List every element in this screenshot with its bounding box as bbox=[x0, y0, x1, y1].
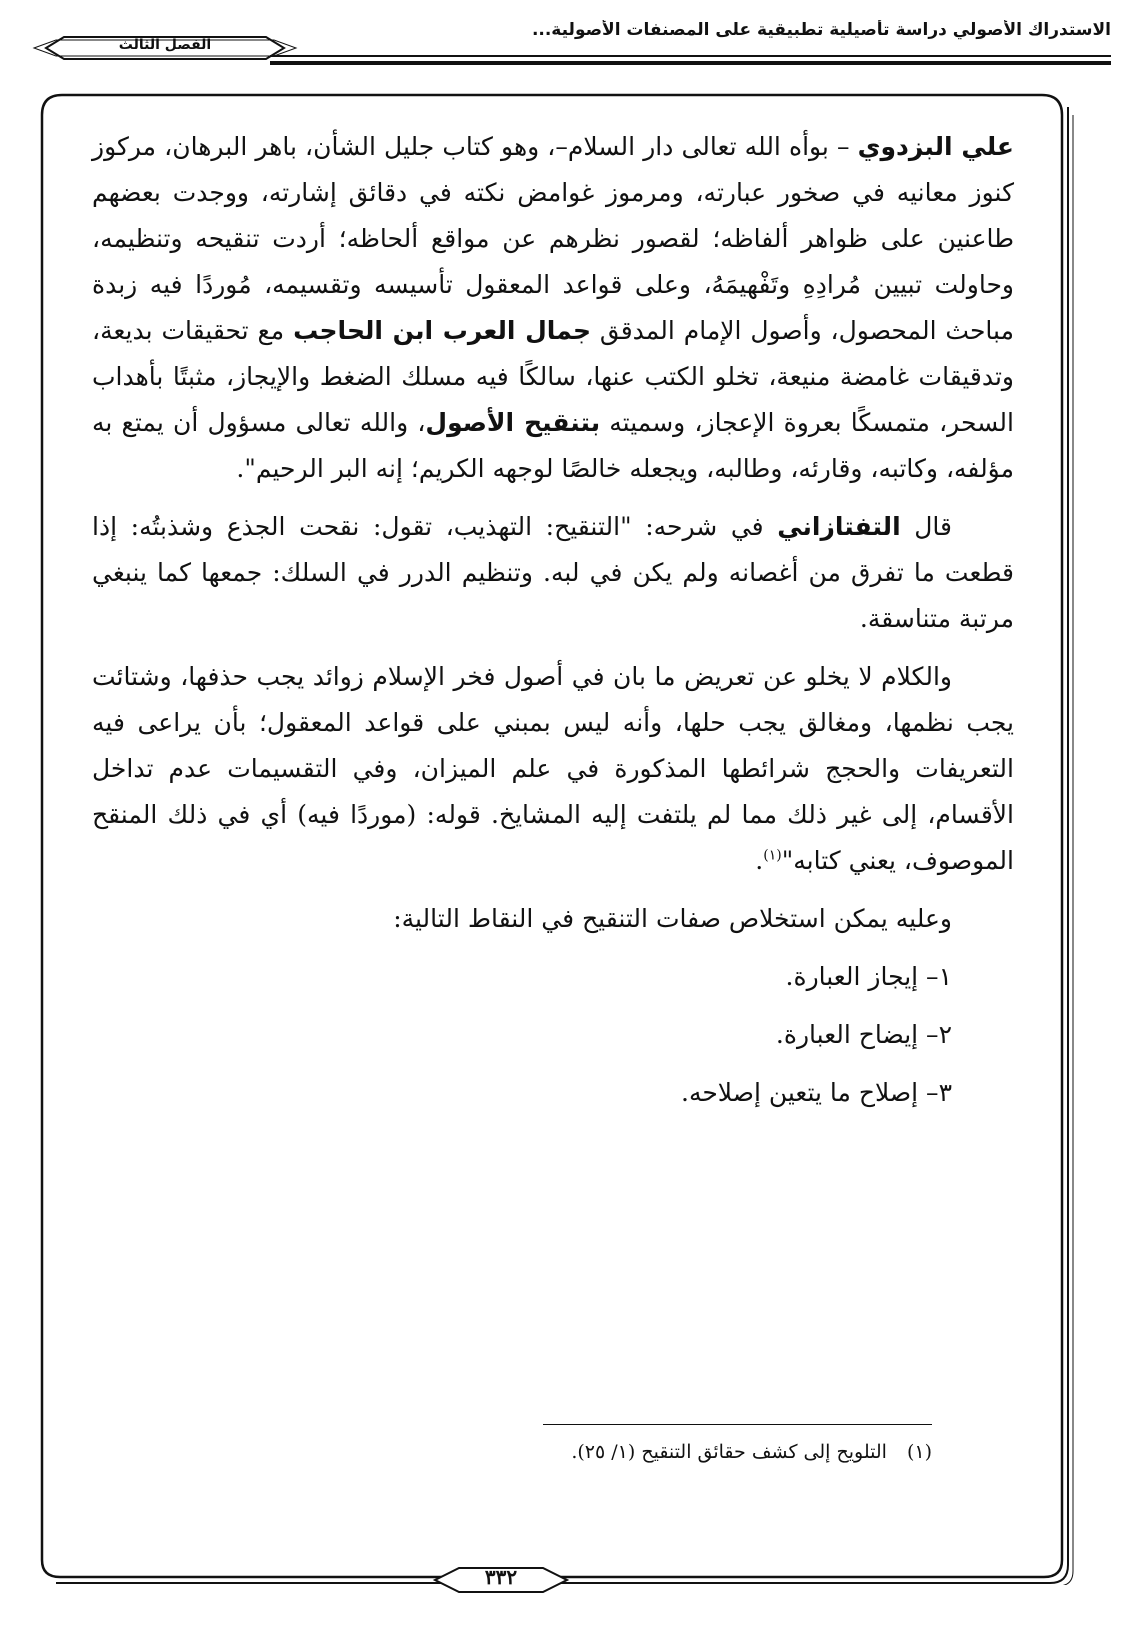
paragraph bbox=[92, 124, 1014, 492]
paragraph bbox=[92, 654, 1014, 884]
bold-name: التفتازاني bbox=[777, 512, 901, 541]
footnote-separator bbox=[543, 1424, 932, 1425]
list-item: ٣– إصلاح ما يتعين إصلاحه. bbox=[681, 1078, 952, 1107]
footnote-reference[interactable]: (١) bbox=[763, 847, 782, 864]
footnote-number: (١) bbox=[906, 1441, 932, 1463]
paragraph bbox=[92, 504, 1014, 642]
page-number-badge bbox=[431, 1563, 571, 1597]
paragraph: وعليه يمكن استخلاص صفات التنقيح في النقاط التالية: bbox=[393, 904, 952, 933]
running-header-title: الاستدراك الأصولي دراسة تأصيلية تطبيقية على المصنفات الأصولية... bbox=[531, 20, 1111, 40]
page-number: ٣٣٢ bbox=[484, 1565, 518, 1589]
paragraph-text: ، والله تعالى مسؤول أن يمتع به مؤلفه، وكاتبه، وقارئه، وطالبه، ويجعله خالصًا لوجهه الكريم؛ إنه البر الرحيم". bbox=[92, 408, 1014, 483]
bold-name: علي البزدوي bbox=[857, 132, 1014, 161]
paragraph-text: مع تحقيقات بديعة، وتدقيقات غامضة منيعة، تخلو الكتب عنها، سالكًا فيه مسلك الضغط والإيجاز، مثبتًا بأهداب السحر، متمسكًا بعروة الإعجاز، وسميته bbox=[92, 316, 1014, 437]
chapter-tab bbox=[30, 34, 300, 62]
main-text bbox=[92, 124, 1014, 1116]
chapter-label: الفصل الثالث bbox=[118, 37, 212, 53]
list-item: ١– إيجاز العبارة. bbox=[785, 962, 952, 991]
footnote-text: التلويح إلى كشف حقائق التنقيح (١/ ٢٥). bbox=[571, 1441, 887, 1463]
header-rule-thin bbox=[270, 55, 1111, 57]
bold-name: جمال العرب ابن الحاجب bbox=[293, 316, 591, 345]
paragraph-text: . bbox=[755, 846, 764, 875]
paragraph-text: والكلام لا يخلو عن تعريض ما بان في أصول فخر الإسلام زوائد يجب حذفها، وشتائت يجب نظمها، ومغالق يجب حلها، وأنه ليس بمبني على قواعد المعقول؛ بأن يراعى فيه التعريفات والحجج شرائطها المذكورة في علم الميزان، وفي التقسيمات عدم تداخل الأقسام، إلى غير ذلك مما لم يلتفت إليه المشايخ. قوله: (موردًا فيه) أي في ذلك المنقح الموصوف، يعني كتابه" bbox=[92, 662, 1015, 875]
header-rule-thick bbox=[270, 61, 1111, 65]
paragraph-text: – بوأه الله تعالى دار السلام–، وهو كتاب جليل الشأن، باهر البرهان، مركوز كنوز معانيه في صخور عبارته، ومرموز غوامض نكته في دقائق إشارته، ووجدت بعضهم طاعنين على ظواهر ألفاظه؛ لقصور نظرهم عن مواقع ألحاظه؛ أردت تنقيحه وتنظيمه، وحاولت تبيين مُرادِهِ وتَفْهيمَهُ، وعلى قواعد المعقول تأسيسه وتقسيمه، مُوردًا فيه زبدة مباحث المحصول، وأصول الإمام المدقق bbox=[92, 132, 1014, 345]
footnote bbox=[400, 1437, 932, 1467]
bold-title: بتنقيح الأصول bbox=[425, 408, 601, 437]
paragraph-text: قال bbox=[900, 512, 952, 541]
list-item: ٢– إيضاح العبارة. bbox=[775, 1020, 952, 1049]
paragraph-text: في شرحه: "التنقيح: التهذيب، تقول: نقحت الجذع وشذبتُه: إذا قطعت ما تفرق من أغصانه ولم يكن في لبه. وتنظيم الدرر في السلك: جمعها كما ينبغي مرتبة متناسقة. bbox=[92, 512, 1014, 633]
